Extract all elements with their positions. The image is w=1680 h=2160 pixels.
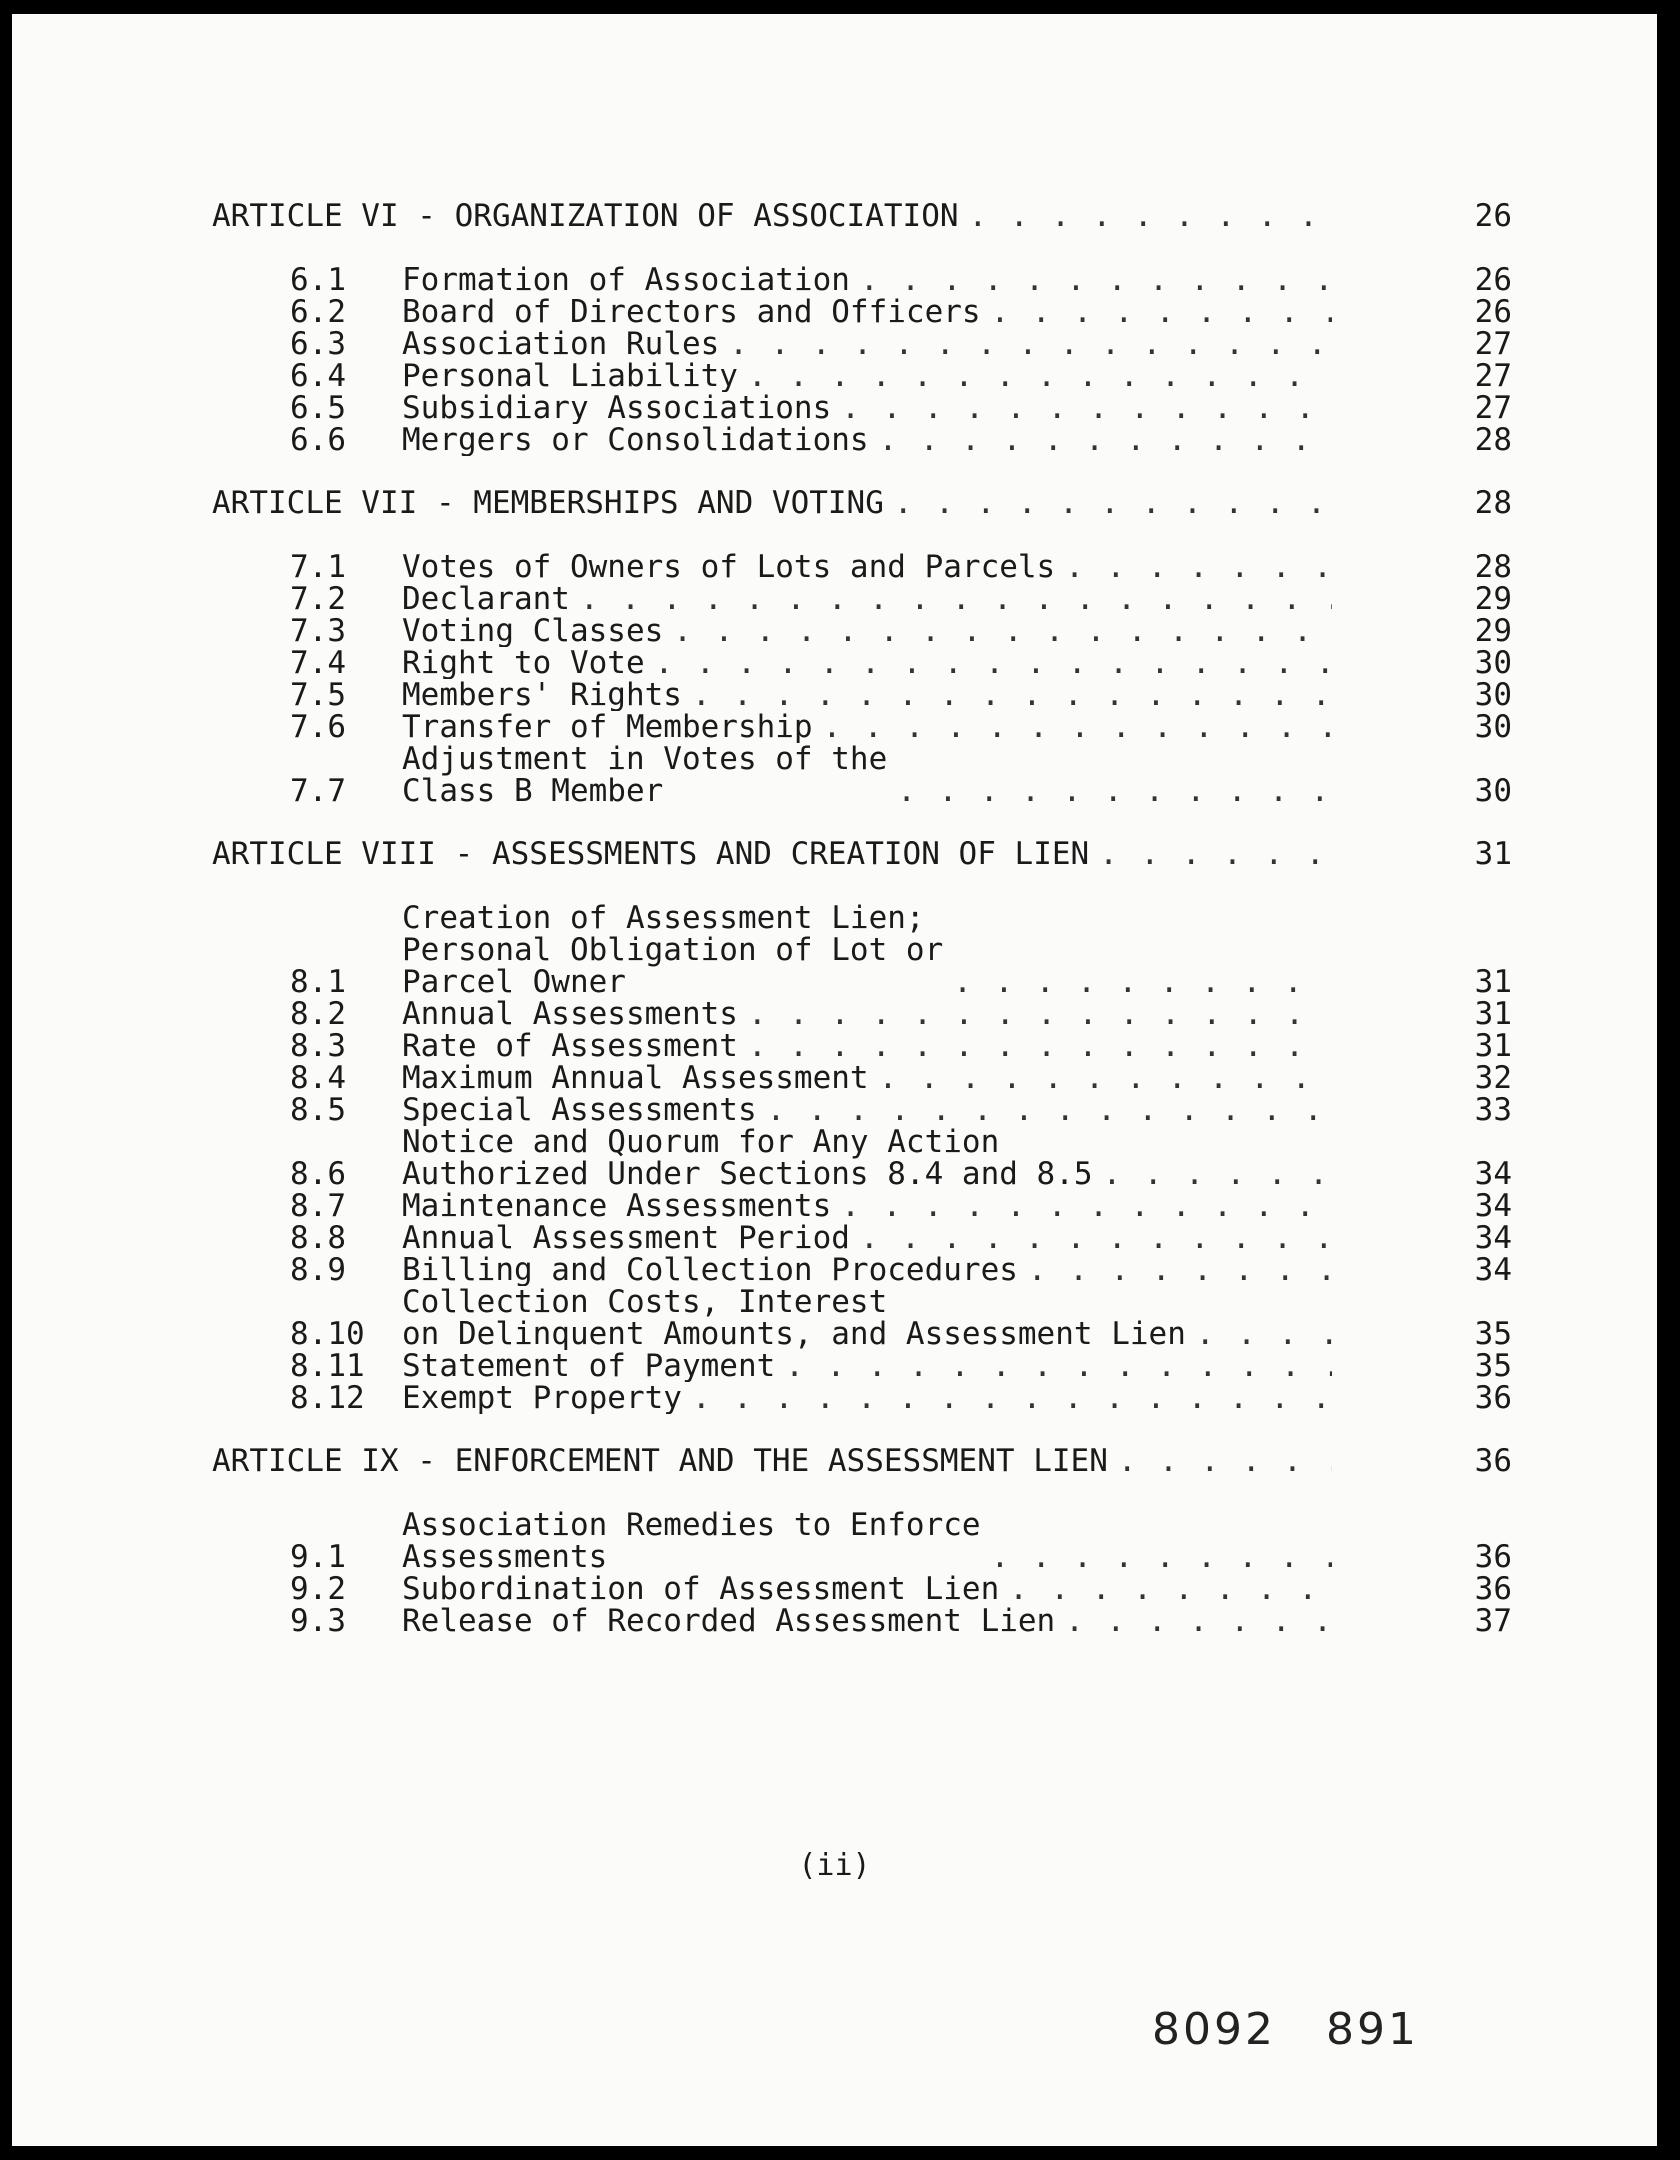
section-title: Annual Assessments [402, 998, 738, 1030]
dot-leader [692, 1382, 1332, 1414]
toc-section-row [212, 647, 1512, 679]
section-number: 6.3 [290, 326, 346, 362]
toc-section-row [212, 743, 1512, 807]
stamp-left: 8092 [1152, 2004, 1276, 2055]
section-title: Transfer of Membership [402, 711, 813, 743]
section-page-number: 36 [1474, 1539, 1512, 1575]
section-number: 8.5 [290, 1092, 346, 1128]
dot-leader [897, 775, 1332, 807]
toc-section-row [212, 1350, 1512, 1382]
toc-section-row [212, 679, 1512, 711]
section-page-number: 26 [1474, 262, 1512, 298]
toc-section-row [212, 264, 1512, 296]
section-number: 8.8 [290, 1220, 346, 1256]
dot-leader [748, 360, 1332, 392]
section-title: Creation of Assessment Lien; Personal Obligation of Lot or Parcel Owner [402, 902, 944, 998]
section-title: Subordination of Assessment Lien [402, 1573, 1000, 1605]
toc-article [212, 1445, 1512, 1637]
toc-section-row [212, 328, 1512, 360]
section-page-number: 34 [1474, 1156, 1512, 1192]
section-number: 8.4 [290, 1060, 346, 1096]
section-number: 8.11 [290, 1348, 365, 1384]
section-page-number: 30 [1474, 645, 1512, 681]
section-title: Members' Rights [402, 679, 682, 711]
dot-leader [1028, 1254, 1332, 1286]
section-title: Personal Liability [402, 360, 738, 392]
section-number: 8.1 [290, 964, 346, 1000]
section-page-number: 31 [1474, 996, 1512, 1032]
section-number: 8.7 [290, 1188, 346, 1224]
section-title: Votes of Owners of Lots and Parcels [402, 551, 1056, 583]
section-title: Association Rules [402, 328, 720, 360]
section-number: 7.3 [290, 613, 346, 649]
section-page-number: 35 [1474, 1316, 1512, 1352]
dot-leader [860, 264, 1332, 296]
section-title: Release of Recorded Assessment Lien [402, 1605, 1056, 1637]
dot-leader [748, 998, 1332, 1030]
stamp-right: 891 [1325, 2004, 1419, 2055]
section-number: 7.4 [290, 645, 346, 681]
toc-article [212, 838, 1512, 1414]
dot-leader [991, 1541, 1332, 1573]
toc-section-row [212, 1509, 1512, 1573]
section-title: Adjustment in Votes of the Class B Member [402, 743, 888, 807]
toc-section-row [212, 1605, 1512, 1637]
section-page-number: 30 [1474, 773, 1512, 809]
dot-leader [748, 1030, 1332, 1062]
section-number: 7.2 [290, 581, 346, 617]
toc-section-row [212, 296, 1512, 328]
toc-section-row [212, 1062, 1512, 1094]
table-of-contents [212, 200, 1512, 1668]
dot-leader [767, 1094, 1332, 1126]
section-number: 8.10 [290, 1316, 365, 1352]
article-page-number: 31 [1474, 836, 1512, 872]
article-title: ARTICLE VI - ORGANIZATION OF ASSOCIATION [212, 200, 959, 232]
toc-section-row [212, 998, 1512, 1030]
section-page-number: 31 [1474, 1028, 1512, 1064]
section-page-number: 27 [1474, 326, 1512, 362]
document-page [12, 14, 1657, 2146]
section-page-number: 34 [1474, 1188, 1512, 1224]
section-number: 6.4 [290, 358, 346, 394]
section-page-number: 28 [1474, 549, 1512, 585]
section-number: 7.1 [290, 549, 346, 585]
section-title: Voting Classes [402, 615, 664, 647]
article-title: ARTICLE VIII - ASSESSMENTS AND CREATION OF LIEN [212, 838, 1090, 870]
section-title: Notice and Quorum for Any Action Authorized Under Sections 8.4 and 8.5 [402, 1126, 1093, 1190]
section-number: 8.3 [290, 1028, 346, 1064]
dot-leader [953, 966, 1332, 998]
section-page-number: 32 [1474, 1060, 1512, 1096]
section-title: Maximum Annual Assessment [402, 1062, 869, 1094]
dot-leader [991, 296, 1332, 328]
section-title: Subsidiary Associations [402, 392, 832, 424]
dot-leader [655, 647, 1332, 679]
section-title: Rate of Assessment [402, 1030, 738, 1062]
section-number: 6.5 [290, 390, 346, 426]
dot-leader [860, 1222, 1332, 1254]
section-number: 9.3 [290, 1603, 346, 1639]
document-stamp [1152, 2004, 1469, 2055]
section-number: 8.12 [290, 1380, 365, 1416]
section-number: 9.2 [290, 1571, 346, 1607]
article-title: ARTICLE IX - ENFORCEMENT AND THE ASSESSMENT LIEN [212, 1445, 1108, 1477]
section-page-number: 34 [1474, 1252, 1512, 1288]
section-number: 9.1 [290, 1539, 346, 1575]
toc-section-row [212, 1382, 1512, 1414]
section-title: Statement of Payment [402, 1350, 776, 1382]
article-page-number: 28 [1474, 485, 1512, 521]
dot-leader [879, 1062, 1332, 1094]
section-title: Formation of Association [402, 264, 850, 296]
dot-leader [1065, 551, 1332, 583]
section-number: 8.9 [290, 1252, 346, 1288]
dot-leader [1009, 1573, 1332, 1605]
section-title: Special Assessments [402, 1094, 757, 1126]
section-page-number: 30 [1474, 677, 1512, 713]
dot-leader [1103, 1158, 1332, 1190]
toc-section-row [212, 1286, 1512, 1350]
section-number: 6.6 [290, 422, 346, 458]
toc-section-row [212, 711, 1512, 743]
section-page-number: 29 [1474, 613, 1512, 649]
section-page-number: 30 [1474, 709, 1512, 745]
dot-leader [692, 679, 1332, 711]
section-number: 7.5 [290, 677, 346, 713]
dot-leader [1196, 1318, 1332, 1350]
toc-section-row [212, 360, 1512, 392]
section-title: Right to Vote [402, 647, 645, 679]
article-page-number: 26 [1474, 198, 1512, 234]
toc-article [212, 487, 1512, 807]
dot-leader [785, 1350, 1332, 1382]
section-page-number: 29 [1474, 581, 1512, 617]
dot-leader [969, 200, 1332, 232]
section-number: 6.1 [290, 262, 346, 298]
dot-leader [823, 711, 1332, 743]
section-number: 7.6 [290, 709, 346, 745]
section-number: 8.6 [290, 1156, 346, 1192]
dot-leader [879, 424, 1332, 456]
section-page-number: 35 [1474, 1348, 1512, 1384]
toc-section-row [212, 1094, 1512, 1126]
dot-leader [841, 392, 1332, 424]
dot-leader [1065, 1605, 1332, 1637]
section-title: Exempt Property [402, 1382, 682, 1414]
section-page-number: 37 [1474, 1603, 1512, 1639]
dot-leader [894, 487, 1332, 519]
section-title: Mergers or Consolidations [402, 424, 869, 456]
section-page-number: 28 [1474, 422, 1512, 458]
section-title: Maintenance Assessments [402, 1190, 832, 1222]
toc-article [212, 200, 1512, 456]
toc-section-row [212, 1190, 1512, 1222]
section-page-number: 26 [1474, 294, 1512, 330]
article-heading-row [212, 487, 1512, 519]
toc-section-row [212, 551, 1512, 583]
toc-section-row [212, 392, 1512, 424]
toc-section-row [212, 1254, 1512, 1286]
dot-leader [841, 1190, 1332, 1222]
article-title: ARTICLE VII - MEMBERSHIPS AND VOTING [212, 487, 884, 519]
section-title: Declarant [402, 583, 570, 615]
section-number: 6.2 [290, 294, 346, 330]
dot-leader [673, 615, 1332, 647]
dot-leader [580, 583, 1332, 615]
section-page-number: 27 [1474, 358, 1512, 394]
article-page-number: 36 [1474, 1443, 1512, 1479]
toc-section-row [212, 1222, 1512, 1254]
section-page-number: 33 [1474, 1092, 1512, 1128]
section-number: 7.7 [290, 773, 346, 809]
toc-section-row [212, 1573, 1512, 1605]
article-heading-row [212, 838, 1512, 870]
section-page-number: 34 [1474, 1220, 1512, 1256]
section-title: Collection Costs, Interest on Delinquent Amounts, and Assessment Lien [402, 1286, 1186, 1350]
dot-leader [1118, 1445, 1332, 1477]
toc-section-row [212, 902, 1512, 998]
page-number: (ii) [798, 1848, 871, 1883]
dot-leader [1099, 838, 1332, 870]
section-title: Board of Directors and Officers [402, 296, 981, 328]
toc-section-row [212, 424, 1512, 456]
section-title: Association Remedies to Enforce Assessments [402, 1509, 981, 1573]
section-page-number: 31 [1474, 964, 1512, 1000]
toc-section-row [212, 583, 1512, 615]
section-page-number: 27 [1474, 390, 1512, 426]
section-title: Billing and Collection Procedures [402, 1254, 1018, 1286]
toc-section-row [212, 1126, 1512, 1190]
section-page-number: 36 [1474, 1380, 1512, 1416]
toc-section-row [212, 1030, 1512, 1062]
article-heading-row [212, 1445, 1512, 1477]
article-heading-row [212, 200, 1512, 232]
section-number: 8.2 [290, 996, 346, 1032]
section-page-number: 36 [1474, 1571, 1512, 1607]
section-title: Annual Assessment Period [402, 1222, 850, 1254]
dot-leader [729, 328, 1332, 360]
toc-section-row [212, 615, 1512, 647]
